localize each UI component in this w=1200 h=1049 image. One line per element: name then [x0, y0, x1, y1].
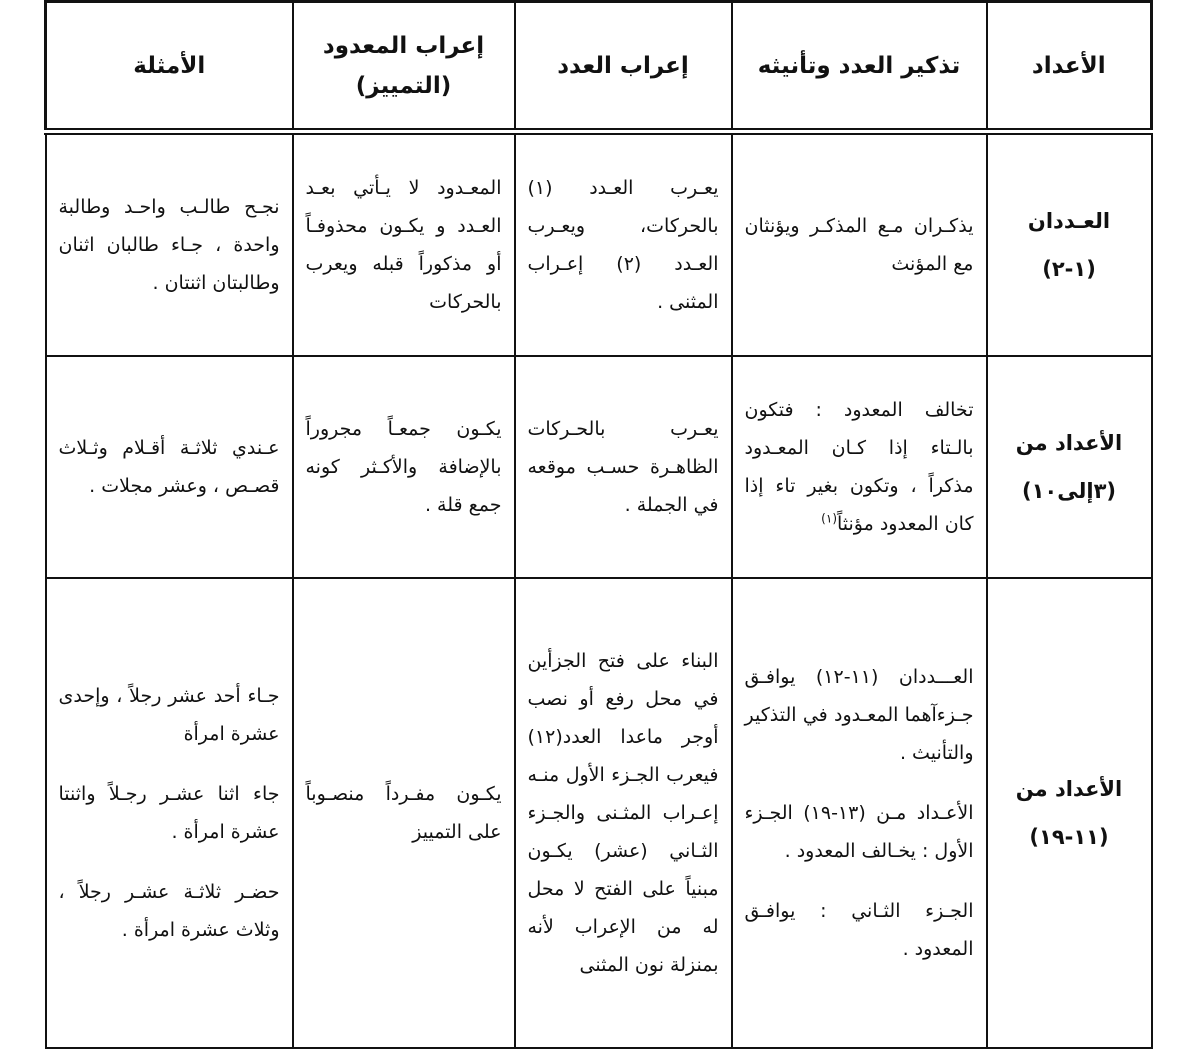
row-numbers-range: (١-٢): [1042, 256, 1096, 281]
row-gender-cell: [732, 578, 987, 1048]
row-numbers-range: (١١-١٩): [1029, 824, 1109, 849]
table-row: [46, 132, 1152, 356]
row-numbers-label: العـددان: [1027, 208, 1111, 233]
row-number-parsing-cell: البناء على فتح الجزأين في محل رفع أو نصب أوجر ماعدا العدد(١٢) فيعرب الجـزء الأول منـه إعـراب المثـنى والجـزء الثـاني (عشر) يكـون مبنياً على الفتح لا محل له من الإعراب لأنه بمنزلة نون المثنى: [515, 578, 732, 1048]
row-gender-cell: يذكـران مـع المذكـر ويؤنثان مع المؤنث: [732, 132, 987, 356]
row-numbers-cell: [987, 356, 1152, 578]
table-header-row: [46, 2, 1152, 132]
row-examples-paragraph: جاء اثنا عشـر رجـلاً واثنتا عشرة امرأة .: [58, 782, 280, 843]
header-counted-parsing: [293, 2, 515, 132]
header-counted-parsing-line1: إعراب المعدود: [322, 32, 485, 59]
table-row: [46, 578, 1152, 1048]
row-examples-paragraph: جـاء أحد عشر رجلاً ، وإحدى عشرة امرأة: [58, 684, 280, 745]
header-examples: الأمثلة: [46, 2, 293, 132]
row-gender-paragraph: العـــددان (١١-١٢) يوافـق جـزءآهما المعـدود في التذكير والتأنيث .: [744, 665, 974, 764]
row-numbers-label: الأعداد من: [1015, 430, 1123, 455]
header-number-parsing: إعراب العدد: [515, 2, 732, 132]
row-counted-parsing-cell: يكـون مفـرداً منصـوباً على التمييز: [293, 578, 515, 1048]
row-gender-text: تخالف المعدود : فتكون بالـتاء إذا كـان المعـدود مذكراً ، وتكون بغير تاء إذا كان المعدود مؤنثاً: [744, 398, 974, 535]
row-examples-cell: [46, 578, 293, 1048]
row-number-parsing-cell: يعـرب بالحـركات الظاهـرة حسـب موقعه في الجملة .: [515, 356, 732, 578]
footnote-marker: (١): [821, 511, 837, 526]
header-gender: تذكير العدد وتأنيثه: [732, 2, 987, 132]
row-gender-paragraph: الجـزء الثـاني : يوافـق المعدود .: [744, 899, 974, 960]
numbers-rules-table: [44, 0, 1153, 1049]
row-examples-cell: نجـح طالـب واحـد وطالبة واحدة ، جـاء طالبان اثنان وطالبتان اثنتان .: [46, 132, 293, 356]
row-numbers-cell: [987, 578, 1152, 1048]
row-numbers-range: (٣إلى١٠): [1021, 478, 1117, 503]
table-row: [46, 356, 1152, 578]
row-examples-paragraph: حضـر ثلاثـة عشـر رجلاً ، وثلاث عشرة امرأة .: [58, 880, 280, 941]
header-numbers: الأعداد: [987, 2, 1152, 132]
header-counted-parsing-line2: (التمييز): [355, 72, 452, 99]
row-numbers-label: الأعداد من: [1015, 776, 1123, 801]
row-number-parsing-cell: يعـرب العـدد (١) بالحركات، ويعـرب العـدد (٢) إعـراب المثنى .: [515, 132, 732, 356]
row-gender-cell: [732, 356, 987, 578]
row-counted-parsing-cell: يكـون جمعـاً مجروراً بالإضافة والأكـثر كونه جمع قلة .: [293, 356, 515, 578]
row-gender-paragraph: الأعـداد مـن (١٣-١٩) الجـزء الأول : يخـالف المعدود .: [744, 801, 974, 862]
row-examples-cell: عـندي ثلاثـة أقـلام وثـلاث قصـص ، وعشر مجلات .: [46, 356, 293, 578]
row-counted-parsing-cell: المعـدود لا يـأتي بعـد العـدد و يكـون محذوفـاً أو مذكوراً قبله ويعرب بالحركات: [293, 132, 515, 356]
row-numbers-cell: [987, 132, 1152, 356]
